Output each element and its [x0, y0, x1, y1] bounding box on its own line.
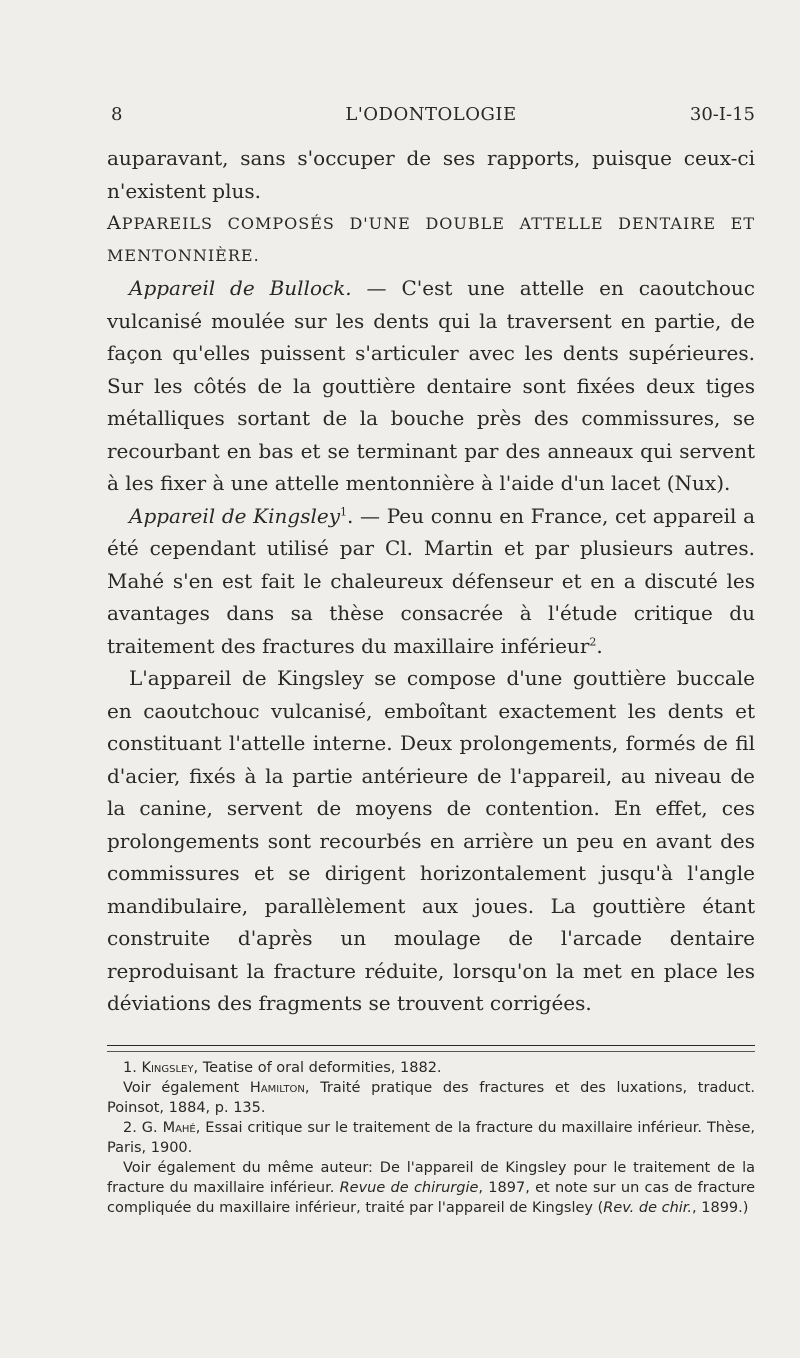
paragraph-kingsley	[107, 500, 755, 663]
section-title-rest: PPAREILS COMPOSÉS D'UNE DOUBLE ATTELLE DENTAIRE ET MENTONNIÈRE.	[107, 214, 755, 265]
footnote-2-number: 2.	[123, 1120, 137, 1136]
footnote-rule-thin	[107, 1051, 755, 1052]
page-number: 8	[111, 104, 123, 125]
footnote-rule	[107, 1045, 755, 1046]
footnote-1	[107, 1058, 755, 1078]
footnote-2b-journal2: Rev. de chir.	[603, 1200, 693, 1216]
footnote-1b	[107, 1078, 755, 1118]
footnote-1-number: 1.	[123, 1060, 137, 1076]
kingsley-text: . — Peu connu en France, cet appareil a été cependant utilisé par Cl. Martin et par plusieurs autres. Mahé s'en est fait le chaleureux défenseur et en a discuté les avantages dans sa thèse consacrée à l'étude critique du traitement des fractures du maxillaire inférieur	[107, 503, 755, 658]
opening-paragraph: auparavant, sans s'occuper de ses rapports, puisque ceux-ci n'existent plus.	[107, 146, 755, 203]
section-title	[107, 207, 755, 272]
footnote-1b-text: , Traité pratique des fractures et des luxations, traduct. Poinsot, 1884, p. 135.	[107, 1080, 755, 1116]
main-text	[107, 142, 755, 1020]
kingsley-heading: Appareil de Kingsley	[129, 503, 340, 528]
footnote-1-author: Kingsley	[141, 1060, 194, 1076]
footnote-2b-end: , 1899.)	[692, 1200, 749, 1216]
footnote-2-pre: G.	[141, 1120, 163, 1136]
journal-title: L'ODONTOLOGIE	[345, 104, 517, 125]
footnote-2-author: Mahé	[162, 1120, 196, 1136]
footnote-ref-2: 2	[589, 634, 597, 648]
footnote-1b-pre: Voir également	[123, 1080, 250, 1096]
bullock-text: — C'est une attelle en caoutchouc vulcanisé moulée sur les dents qui la traversent en partie, de façon qu'elles puissent s'articuler avec les dents supérieures. Sur les côtés de la gouttière dentaire sont fixées deux tiges métalliques sortant de la bouche près des commissures, se recourbant en bas et se terminant par des anneaux qui servent à les fixer à une attelle mentonnière à l'aide d'un lacet (Nux).	[107, 276, 755, 495]
section-title-initial: A	[107, 212, 122, 234]
footnote-ref-1: 1	[340, 504, 347, 518]
footnote-2	[107, 1118, 755, 1158]
running-header	[107, 104, 755, 134]
footnote-2b-journal: Revue de chirurgie	[339, 1180, 479, 1196]
paragraph-bullock	[107, 272, 755, 500]
kingsley-end: .	[596, 633, 603, 658]
paragraph-description: L'appareil de Kingsley se compose d'une gouttière buccale en caoutchouc vulcanisé, emboîtant exactement les dents et constituant l'attelle interne. Deux prolongements, formés de fil d'acier, fixés à la partie antérieure de l'appareil, au niveau de la canine, servent de moyens de contention. En effet, ces prolongements sont recourbés en arrière un peu en avant des commissures et se dirigent horizontalement jusqu'à l'angle mandibulaire, parallèlement aux joues. La gouttière étant construite d'après un moulage de l'arcade dentaire reproduisant la fracture réduite, lorsqu'on la met en place les déviations des fragments se trouvent corrigées.	[107, 666, 755, 1015]
footnotes	[107, 1058, 755, 1218]
footnote-1b-author: Hamilton	[249, 1080, 305, 1096]
footnote-2b-mid: , 1897, et note sur un cas de fracture compliquée du maxillaire inférieur, traité par l'appareil de Kingsley (	[107, 1180, 755, 1216]
issue-date: 30-I-15	[689, 104, 755, 125]
bullock-heading: Appareil de Bullock.	[129, 276, 352, 300]
footnote-2-text: , Essai critique sur le traitement de la fracture du maxillaire inférieur. Thèse, Paris, 1900.	[107, 1120, 755, 1156]
footnote-1-text: , Teatise of oral deformities, 1882.	[193, 1060, 442, 1076]
footnote-2b	[107, 1158, 755, 1218]
footnote-2b-pre: Voir également du même auteur: De l'appareil de Kingsley pour le traitement de la fracture du maxillaire inférieur.	[107, 1160, 755, 1196]
